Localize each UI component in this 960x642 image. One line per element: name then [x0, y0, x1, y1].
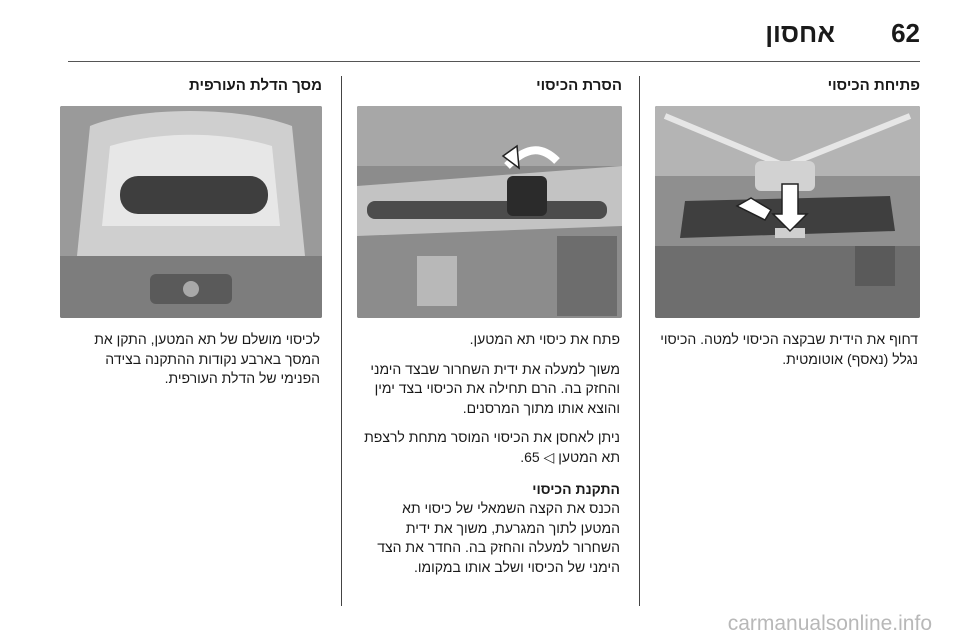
- header-rule: [68, 61, 920, 62]
- section-heading-tailgate-screen: מסך הדלת העורפית: [188, 77, 322, 94]
- paragraph-remove-1: פתח את כיסוי תא המטען.: [469, 331, 620, 347]
- cargo-cover-removal-arrow-icon: [357, 106, 622, 318]
- column-left: [60, 76, 322, 399]
- column-middle: [357, 76, 622, 587]
- figure-remove-cover: [357, 106, 622, 318]
- figure-open-cover: [655, 106, 920, 318]
- paragraph-open-cover: דחוף את הידית שבקצה הכיסוי למטה. הכיסוי נגלל (נאסף) אוטומטית.: [660, 331, 918, 367]
- column-divider-right: [639, 76, 640, 606]
- figure-tailgate-screen: [60, 106, 322, 318]
- paragraph-remove-2: משוך למעלה את ידית השחרור שבצד הימני והחזק בה. הרם תחילה את הכיסוי בצד ימין והוצא אותו מתוך המרסנים.: [370, 360, 620, 416]
- cargo-cover-release-arrows-icon: [655, 106, 920, 318]
- column-divider-left: [341, 76, 342, 606]
- section-heading-remove-cover: הסרת הכיסוי: [536, 77, 622, 94]
- tailgate-screen-icon: [60, 106, 322, 318]
- subheading-install-cover: התקנת הכיסוי: [532, 481, 620, 497]
- watermark: carmanualsonline.info: [727, 612, 932, 635]
- paragraph-install: הכנס את הקצה השמאלי של כיסוי תא המטען לתוך המגרעת, משוך את ידית השחרור למעלה והחזק בה. החדר את הצד הימני של הכיסוי ושלב אותו במקומו.: [377, 500, 620, 575]
- page-number: 62: [891, 18, 920, 48]
- paragraph-remove-3: ניתן לאחסן את הכיסוי המוסר מתחת לרצפת תא המטען ◁ 65.: [364, 429, 620, 465]
- column-right: [655, 76, 920, 379]
- section-heading-open-cover: פתיחת הכיסוי: [827, 77, 920, 94]
- paragraph-tailgate-screen: לכיסוי מושלם של תא המטען, התקן את המסך בארבע נקודות ההתקנה בצידה הפנימי של הדלת העורפית.: [94, 331, 320, 386]
- page-title: אחסון: [765, 18, 835, 48]
